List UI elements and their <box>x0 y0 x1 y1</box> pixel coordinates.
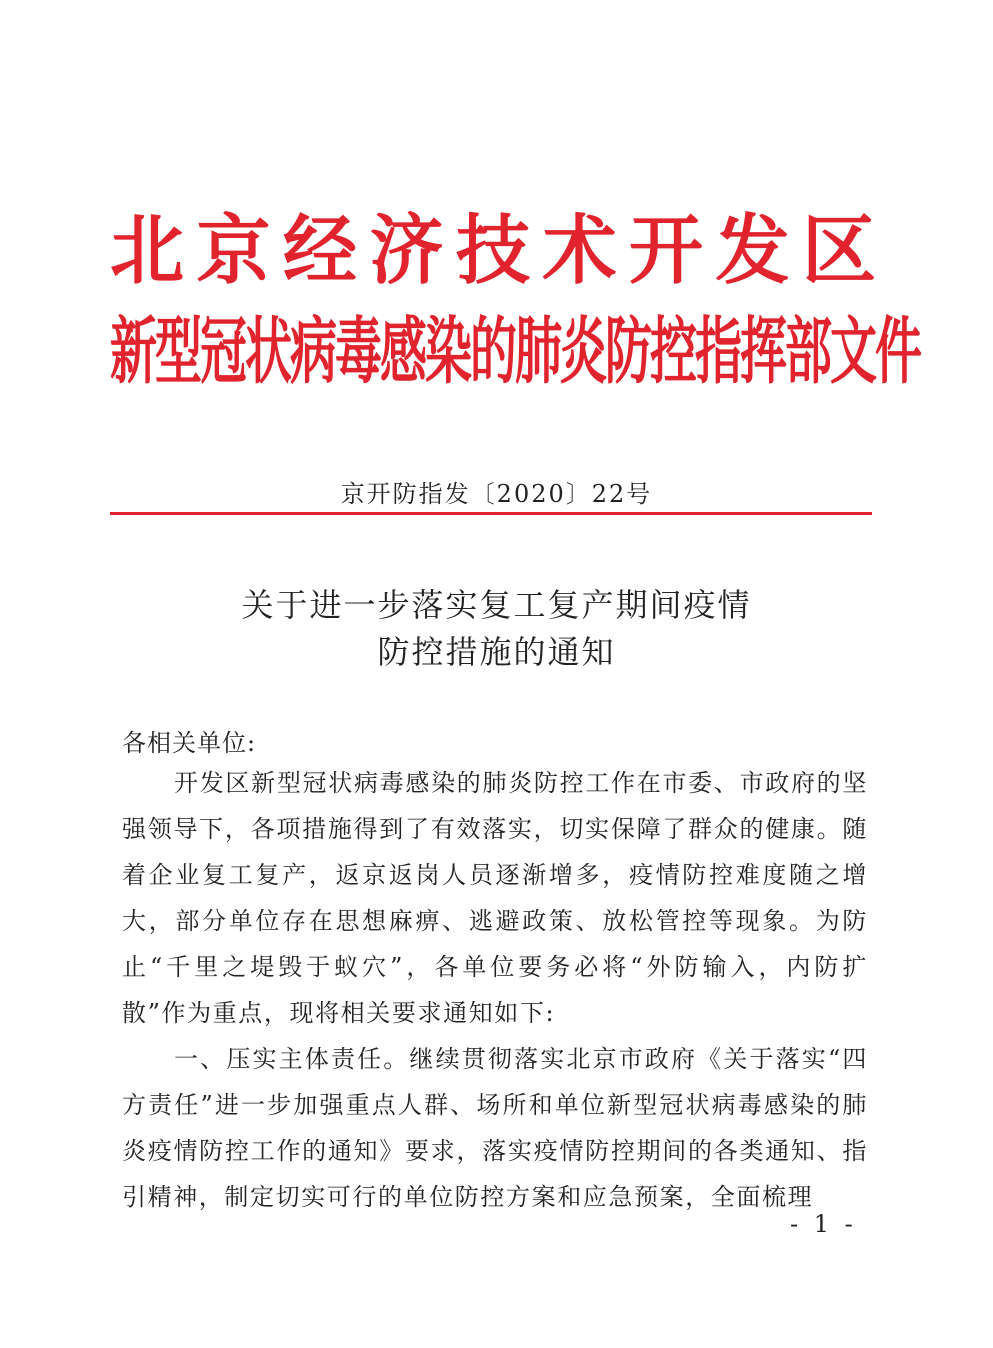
document-body <box>122 760 868 1220</box>
document-title-line-1: 关于进一步落实复工复产期间疫情 <box>241 586 752 624</box>
issuing-org-name: 北京经济技术开发区 <box>110 207 880 295</box>
red-separator-line <box>110 512 872 515</box>
document-number: 京开防指发〔2020〕22号 <box>340 480 653 508</box>
body-paragraph: 开发区新型冠状病毒感染的肺炎防控工作在市委、市政府的坚强领导下，各项措施得到了有效落实，切实保障了群众的健康。随着企业复工复产，返京返岗人员逐渐增多，疫情防控难度随之增大，部分单位存在思想麻痹、逃避政策、放松管控等现象。为防止“千里之堤毁于蚁穴”，各单位要务必将“外防输入，内防扩散”作为重点，现将相关要求通知如下: <box>122 769 868 1027</box>
page-number: - 1 - <box>790 1210 857 1238</box>
document-title-line-2: 防控措施的通知 <box>377 633 616 671</box>
salutation: 各相关单位: <box>122 729 257 757</box>
issuing-org-document-type: 新型冠状病毒感染的肺炎防控指挥部文件 <box>110 309 920 396</box>
body-paragraph: 一、压实主体责任。继续贯彻落实北京市政府《关于落实“四方责任”进一步加强重点人群、场所和单位新型冠状病毒感染的肺炎疫情防控工作的通知》要求，落实疫情防控期间的各类通知、指引精神，制定切实可行的单位防控方案和应急预案，全面梳理 <box>122 1045 868 1211</box>
